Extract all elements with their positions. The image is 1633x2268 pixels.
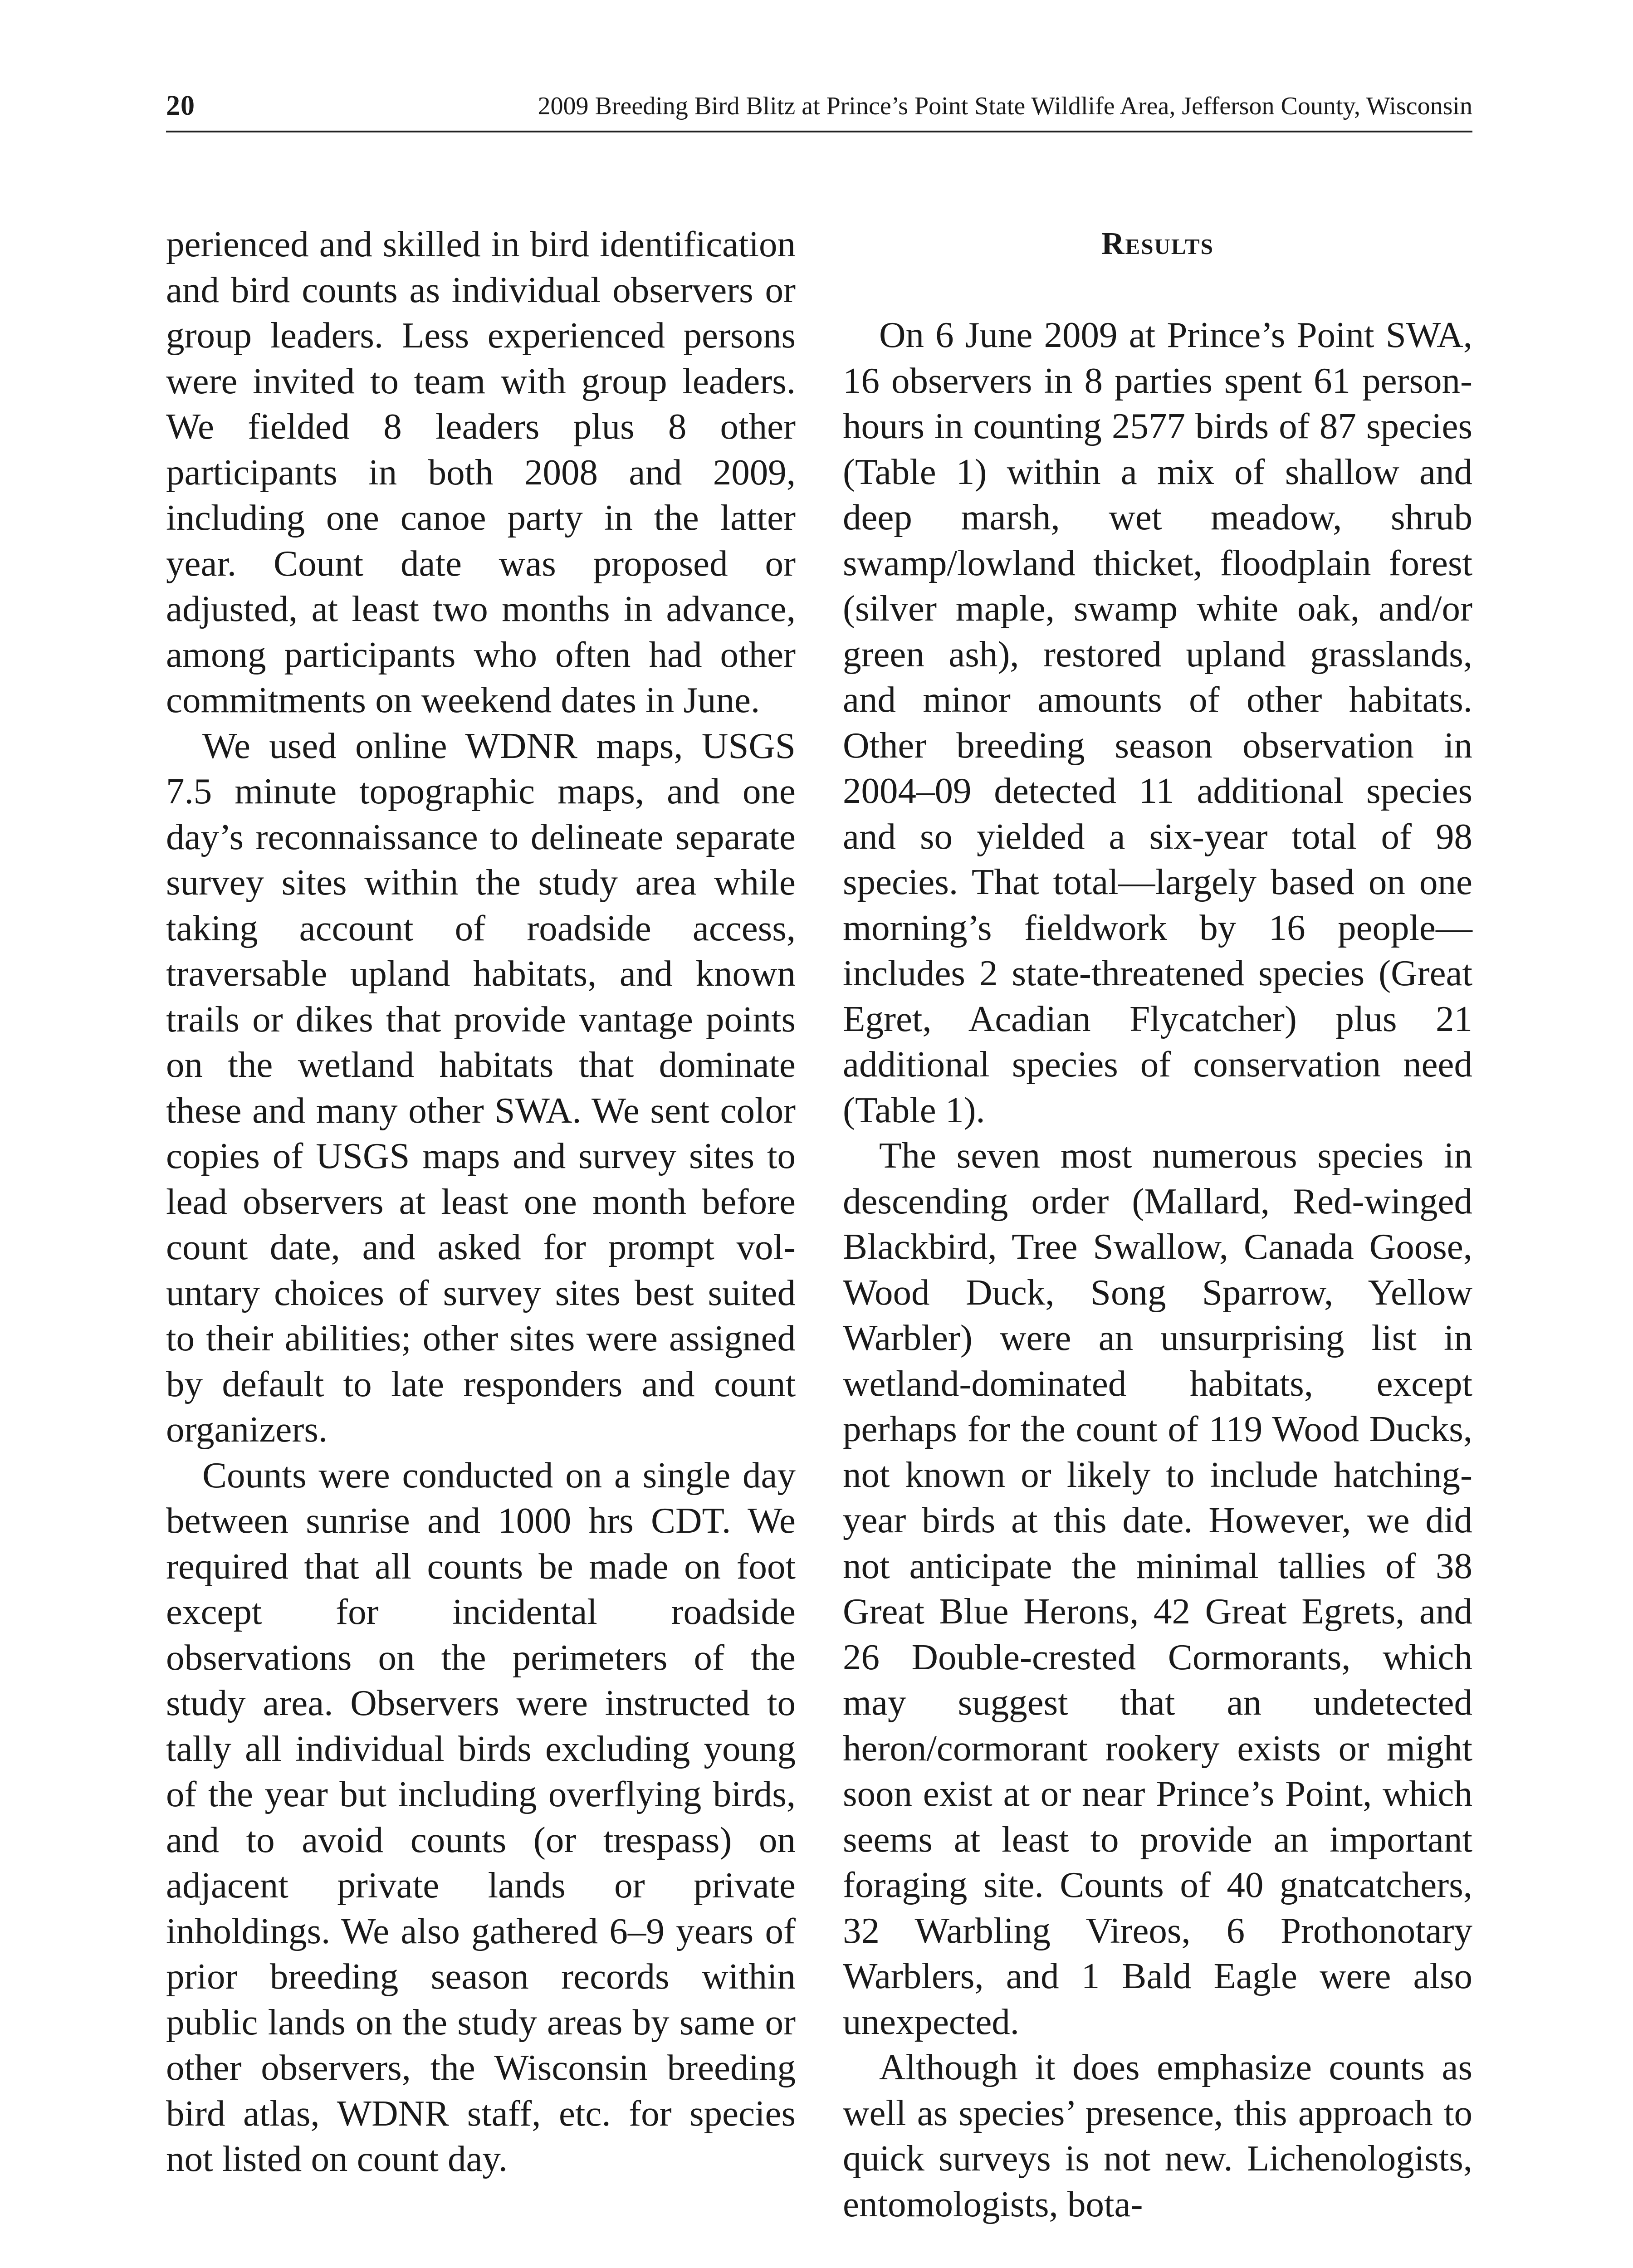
body-paragraph: perienced and skilled in bird identification and bird counts as individual observers or group leaders. Less experienced persons were invited to team with group leaders. We fielded 8 leaders plus 8 other participants in both 2008 and 2009, including one canoe party in the latter year. Count date was proposed or adjusted, at least two months in advance, among participants who often had other commitments on weekend dates in June. [166,224,796,720]
body-paragraph: We used online WDNR maps, USGS 7.5 minute topographic maps, and one day’s reconnaissance to delineate separate survey sites within the study area while taking account of roadside access, traversable upland habitats, and known trails or dikes that provide vantage points on the wetland habitats that dominate these and many other SWA. We sent color copies of USGS maps and survey sites to lead observers at least one month before count date, and asked for prompt voluntary choices of survey sites best suited to their abilities; other sites were assigned by default to late responders and count organizers. [166,725,796,1450]
left-column [166,221,796,2182]
body-paragraph: Counts were conducted on a single day between sunrise and 1000 hrs CDT. We required that all counts be made on foot except for incidental roadside observations on the perimeters of the study area. Observers were instructed to tally all individual birds excluding young of the year but including overflying birds, and to avoid counts (or trespass) on adjacent private lands or private inholdings. We also gathered 6–9 years of prior breeding season records within public lands on the study areas by same or other observers, the Wisconsin breeding bird atlas, WDNR staff, etc. for species not listed on count day. [166,1454,796,2179]
right-column [843,221,1472,2227]
body-paragraph: The seven most numerous species in descending order (Mallard, Red-winged Blackbird, Tree Swallow, Canada Goose, Wood Duck, Song Sparrow, Yellow Warbler) were an unsurprising list in wetland-dominated habitats, except perhaps for the count of 119 Wood Ducks, not known or likely to include hatching-year birds at this date. However, we did not anticipate the minimal tallies of 38 Great Blue Herons, 42 Great Egrets, and 26 Double-crested Cormorants, which may suggest that an undetected heron/cormorant rookery exists or might soon exist at or near Prince’s Point, which seems at least to provide an important foraging site. Counts of 40 gnatcatchers, 32 Warbling Vireos, 6 Prothonotary Warblers, and 1 Bald Eagle were also unexpected. [843,1135,1472,2042]
body-paragraph: On 6 June 2009 at Prince’s Point SWA, 16 observers in 8 parties spent 61 person-hours in counting 2577 birds of 87 species (Table 1) within a mix of shallow and deep marsh, wet meadow, shrub swamp/lowland thicket, floodplain forest (silver maple, swamp white oak, and/or green ash), restored upland grasslands, and minor amounts of other habitats. Other breeding season observation in 2004–09 detected 11 additional species and so yielded a six-year total of 98 species. That total—largely based on one morning’s fieldwork by 16 people—includes 2 state-threatened species (Great Egret, Acadian Flycatcher) plus 21 additional species of conservation need (Table 1). [843,314,1472,1130]
running-head [166,81,1472,132]
page-number: 20 [166,90,195,121]
body-paragraph: Although it does emphasize counts as well as species’ presence, this approach to quick surveys is not new. Lichenologists, entomologists, bota- [843,2047,1472,2224]
section-heading-results: Results [1101,226,1214,261]
running-title: 2009 Breeding Bird Blitz at Prince’s Point State Wildlife Area, Jefferson County, Wisconsin [538,92,1472,120]
